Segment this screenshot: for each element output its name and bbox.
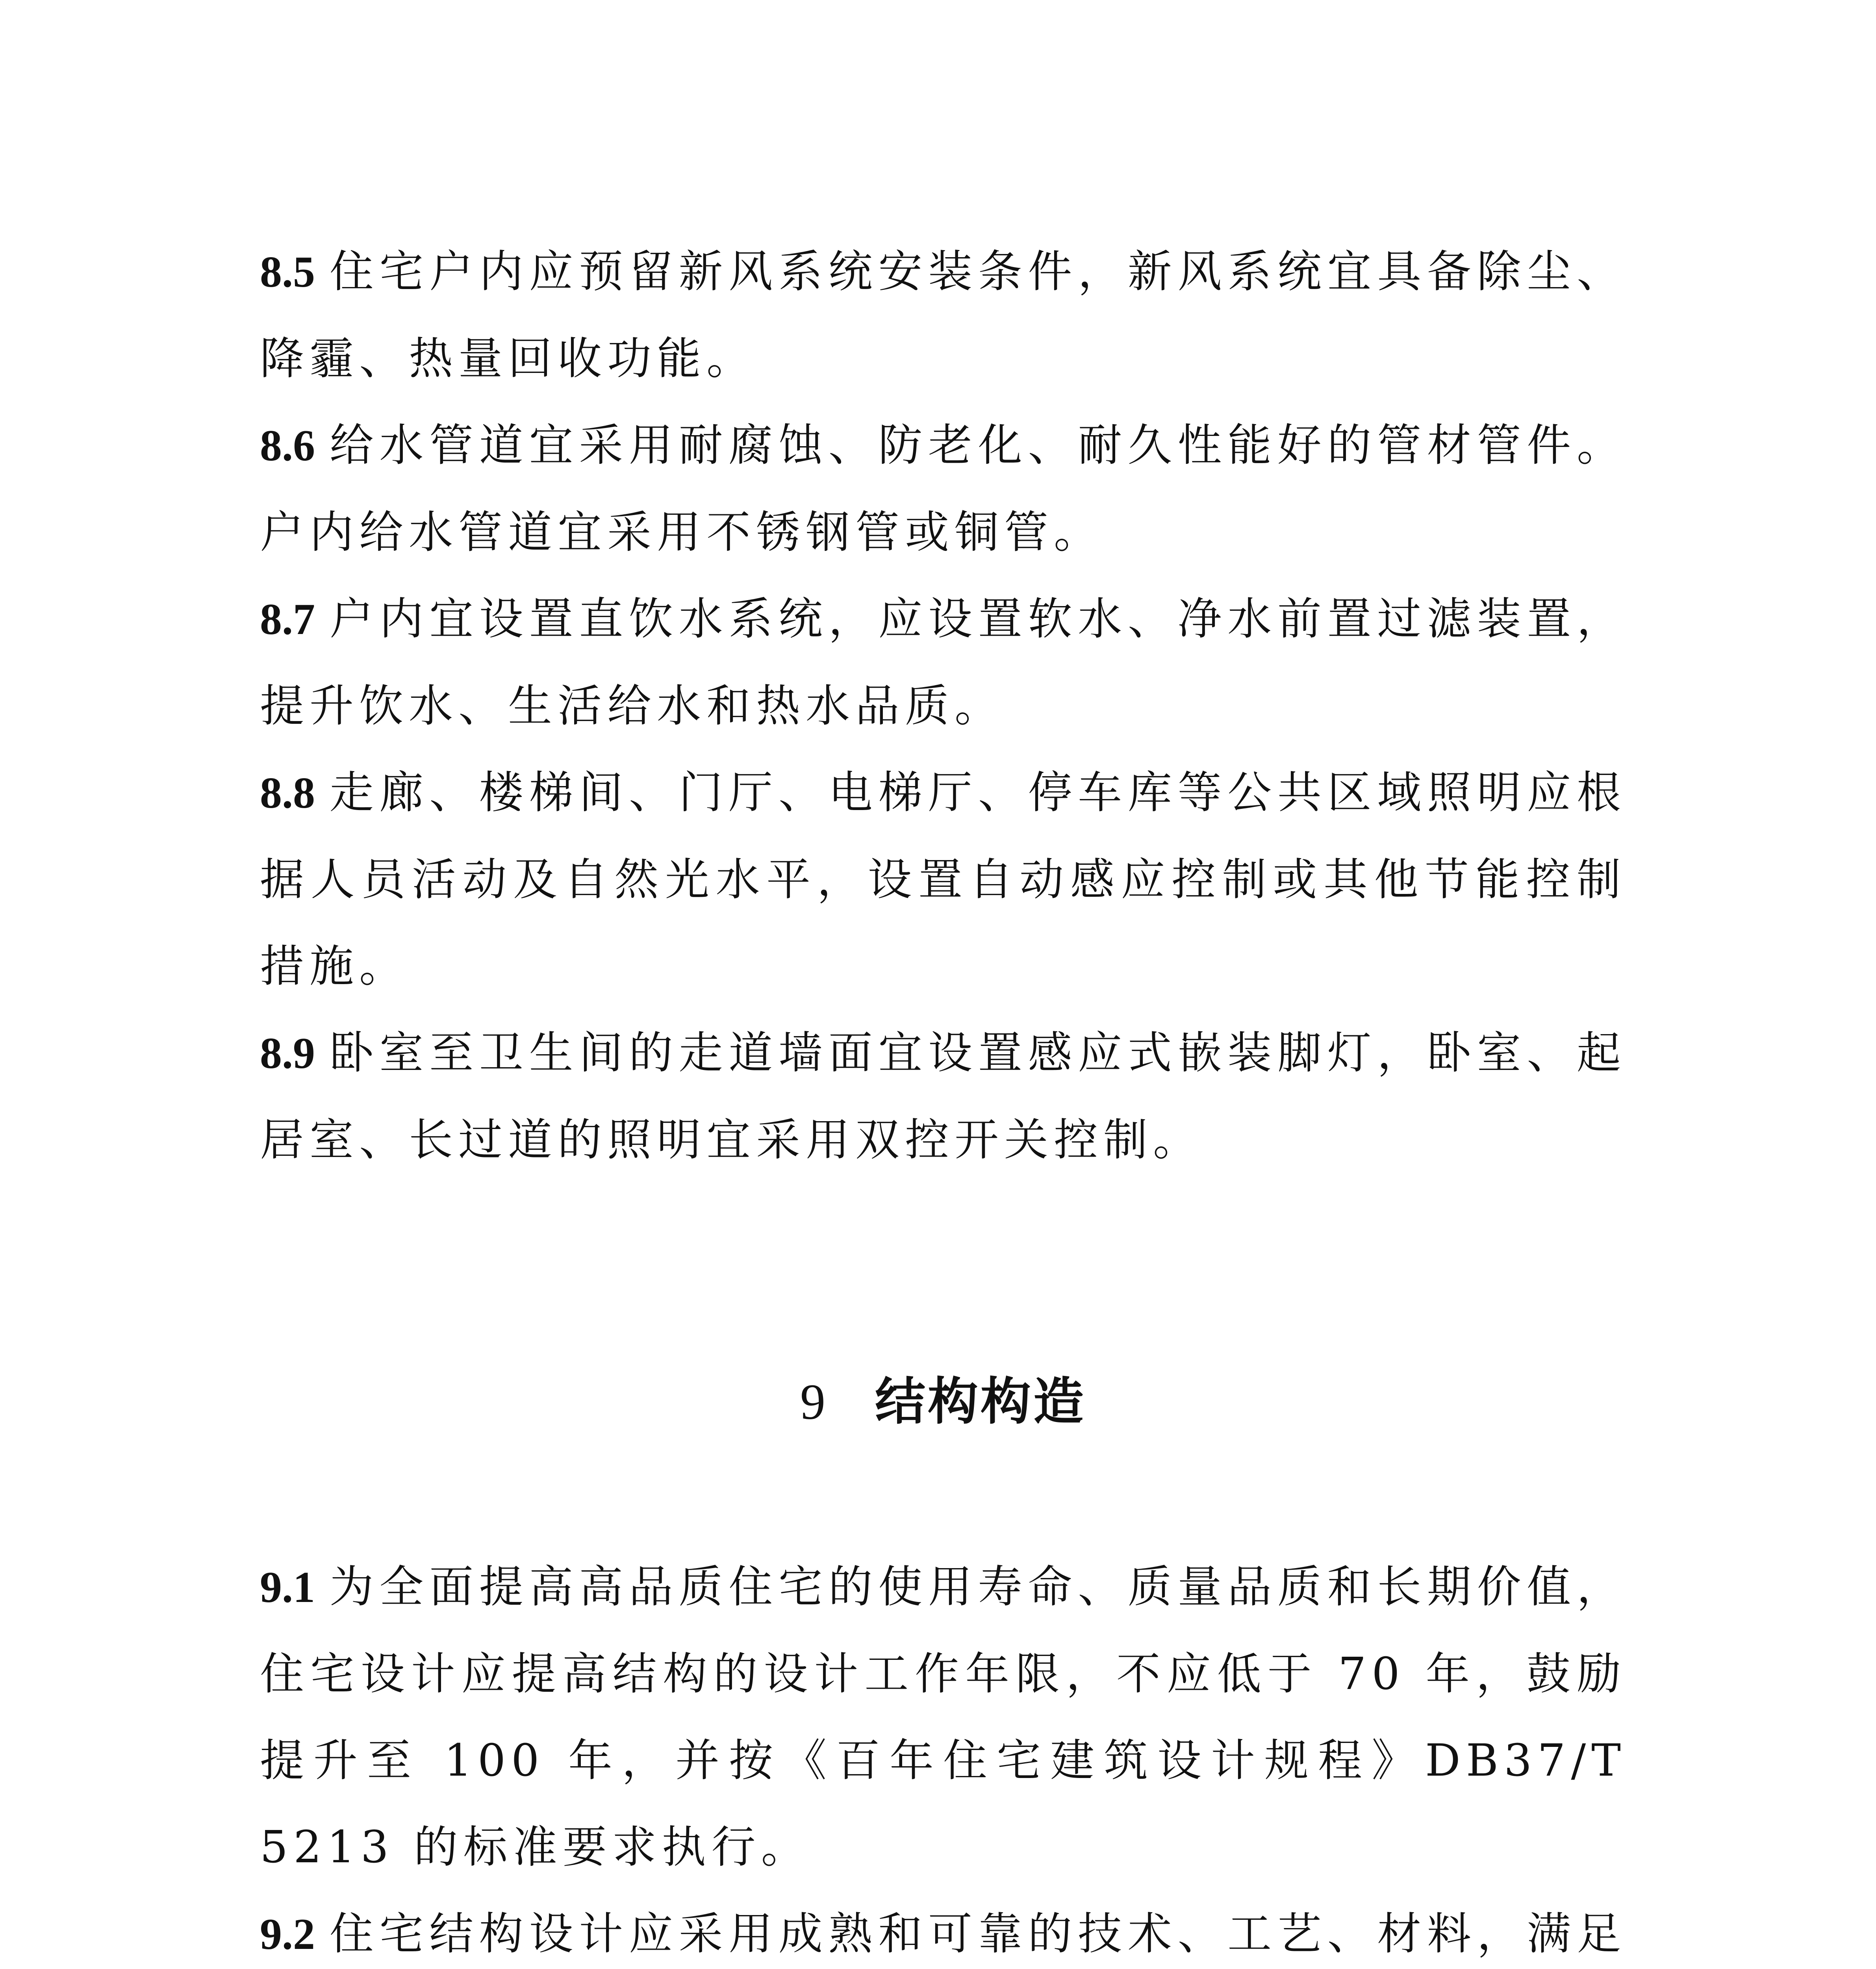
clause-8-9	[260, 1010, 1626, 1183]
clause-text: 卧室至卫生间的走道墙面宜设置感应式嵌装脚灯，卧室、起居室、长过道的照明宜采用双控开关控制。	[260, 1027, 1626, 1166]
section-9-heading	[260, 1363, 1626, 1441]
clause-8-6	[260, 402, 1626, 576]
clause-number: 9.1	[260, 1563, 315, 1612]
clause-text: 住宅结构设计应采用成熟和可靠的技术、工艺、材料，满足	[329, 1908, 1626, 1960]
clause-text: 户内宜设置直饮水系统，应设置软水、净水前置过滤装置，提升饮水、生活给水和热水品质。	[260, 593, 1626, 732]
clause-text: 给水管道宜采用耐腐蚀、防老化、耐久性能好的管材管件。户内给水管道宜采用不锈钢管或铜管。	[260, 420, 1626, 558]
clause-8-5	[260, 228, 1626, 402]
section-number: 9	[800, 1374, 828, 1430]
clause-text: 为全面提高高品质住宅的使用寿命、质量品质和长期价值，住宅设计应提高结构的设计工作年限，不应低于 70 年，鼓励提升至 100 年，并按《百年住宅建筑设计规程》DB37/T 5213 的标准要求执行。	[260, 1561, 1626, 1873]
clause-text: 住宅户内应预留新风系统安装条件，新风系统宜具备除尘、降霾、热量回收功能。	[260, 246, 1626, 384]
section-8-body	[260, 228, 1626, 1183]
clause-8-8	[260, 749, 1626, 1010]
clause-8-7	[260, 576, 1626, 749]
clause-number: 8.8	[260, 769, 315, 818]
clause-9-1	[260, 1544, 1626, 1891]
clause-9-2	[260, 1891, 1626, 1969]
clause-text: 走廊、楼梯间、门厅、电梯厅、停车库等公共区域照明应根据人员活动及自然光水平，设置自动感应控制或其他节能控制措施。	[260, 767, 1626, 992]
clause-number: 8.6	[260, 421, 315, 470]
section-9-body	[260, 1544, 1626, 1969]
clause-number: 9.2	[260, 1910, 315, 1959]
clause-number: 8.5	[260, 248, 315, 297]
section-title: 结构构造	[875, 1372, 1086, 1431]
clause-number: 8.9	[260, 1029, 315, 1078]
clause-number: 8.7	[260, 595, 315, 644]
